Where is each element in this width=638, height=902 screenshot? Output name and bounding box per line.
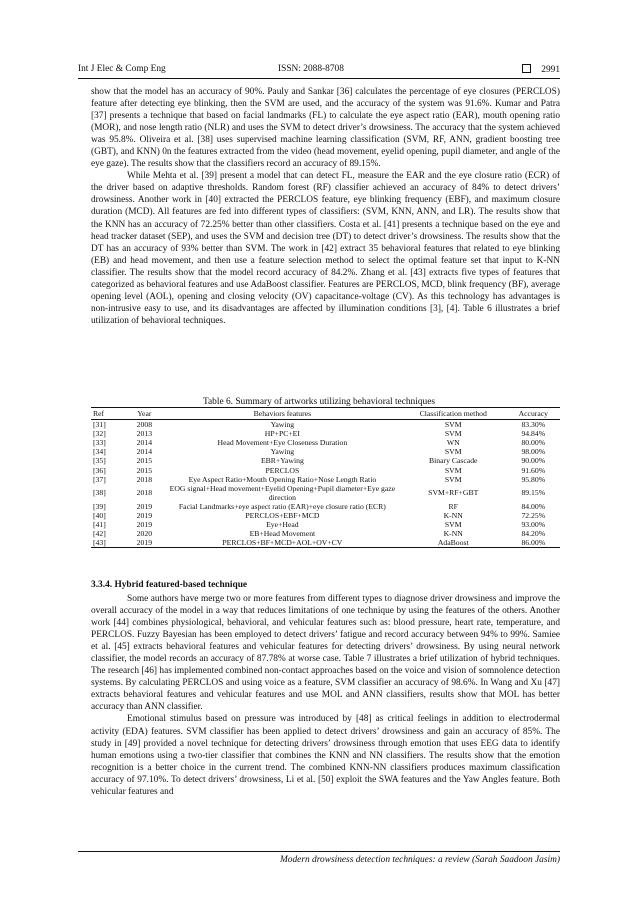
cell-method: SVM [444,465,462,475]
cell-accuracy: 93.00% [521,520,546,530]
cell-method: RF [448,501,458,511]
table-row [91,529,560,538]
cell-year: 2014 [136,438,153,448]
cell-accuracy: 95.80% [521,474,546,484]
paragraph-3: Some authors have merge two or more features from different types to diagnose driver drowsiness and improve the overall accuracy of the model in a way that reduces limitations of one technique by using the features of the others. Another work [44] combines physiological, behavioral, and vehicular features such as: blood pressure, heart rate, temperature, and PERCLOS. Fuzzy Bayesian has been employed to detect drivers’ fatigue and record accuracy between 94% to 99%. Samiee et al. [45] extracts behavioral features and vehicular features for detecting drivers’ drowsiness. By using neural network classifier, the model records an accuracy of 87.78% at worse case. Table 7 illustrates a brief utilization of hybrid techniques. The research [46] has implemented combined non-contact approaches based on the voice and vision of somnolence detection systems. By calculating PERCLOS and using voice as a feature, SVM classifier an accuracy of 98.6%. In Wang and Xu [47] extracts behavioral features and vehicular features and use MOL and ANN classifiers, results show that MOL has better accuracy than ANN classifier. [91,594,560,713]
table-6-caption: Table 6. Summary of artworks utilizing behavioral techniques [202,397,436,407]
table-row [91,438,560,447]
table-row [91,475,560,484]
cell-features: Head Movement+Eye Closeness Duration [217,438,348,448]
cell-features: Yawing [270,447,295,457]
cell-year: 2019 [136,501,153,511]
cell-ref: [39] [93,501,106,511]
cell-accuracy: 84.00% [521,501,546,511]
table-row [91,466,560,475]
cell-features: Eye Aspect Ratio+Mouth Opening Ratio+Nose Length Ratio [188,474,377,484]
cell-year: 2014 [136,447,153,457]
cell-accuracy: 80.00% [521,438,546,448]
cell-year: 2013 [136,429,153,439]
table-row [91,511,560,520]
table-row [91,420,560,430]
cell-year: 2018 [136,488,153,498]
running-footer: Modern drowsiness detection techniques: a review (Sarah Saadoon Jasim) [280,855,560,865]
cell-features: Eye+Head [266,520,299,530]
body-text-upper [91,86,560,327]
paragraph-4: Emotional stimulus based on pressure was introduced by [48] as critical feelings in addition to electrodermal activity (EDA) features. SVM classifier has been applied to detect drivers’ drowsiness and gain an accuracy of 85%. The study in [49] provided a novel technique for detecting drivers’ drowsiness through emotion that uses EEG data to identify human emotions using a two-tier classifier that combines the KNN and NN classifiers. The results show that the emotion recognition is a better choice in the current trend. The combined KNN-NN classifiers produces maximum classification accuracy of 97.10%. To detect drivers’ drowsiness, Li et al. [50] exploit the SWA features and the Yaw Angles feature. Both vehicular features and [91,714,560,797]
cell-ref: [37] [93,474,106,484]
cell-features: PERCLOS+EBF+MCD [245,511,320,521]
paragraph-2: While Mehta et al. [39] present a model that can detect FL, measure the EAR and the eye closure ratio (ECR) of the driver based on adaptive thresholds. Random forest (RF) classifier achieved an accuracy of 84% to detect drivers’ drowsiness. Another work in [40] extracted the PERCLOS feature, eye blinking frequency (EBF), and maximum closure duration (MCD). All features are fed into different types of classifiers: (SVM, KNN, ANN, and LR). The results show that the KNN has an accuracy of 72.25% better than other classifiers. Costa et al. [41] presents a technique based on the eye and head tracker dataset (SEP), and uses the SVM and decision tree (DT) to detect driver’s drowsiness. The results show that the DT has an accuracy of 93% better than SVM. The work in [42] extract 35 behavioral features that related to eye blinking (EB) and head movement, and then use a feature selection method to select the optimal feature set that input to K-NN classifier. The results show that the model record accuracy of 84.2%. Zhang et al. [43] extracts five types of features that categorized as behavioral features and use AdaBoost classifier. Features are PERCLOS, MCD, blink frequency (BF), average opening level (AOL), opening and closing velocity (OV) capacitance-voltage (CV). As this technology has advantages is non-intrusive easy to use, and its disadvantages are affected by illumination conditions [3], [4]. Table 6 illustrates a brief utilization of behavioral techniques. [91,171,560,326]
cell-features: Facial Landmarks+eye aspect ratio (EAR)+eye closure ratio (ECR) [178,501,386,511]
cell-accuracy: 91.60% [521,465,546,475]
table-row [91,502,560,511]
table-6 [91,407,560,548]
col-header-accuracy: Accuracy [507,408,560,420]
cell-accuracy: 89.15% [521,488,546,498]
page-number [522,64,560,75]
cell-ref: [42] [93,529,106,539]
cell-year: 2019 [124,538,165,548]
table-row [91,538,560,548]
cell-method: Binary Cascade [429,456,478,466]
cell-accuracy: 94.84% [521,429,546,439]
cell-method: K-NN [443,529,463,539]
cell-ref: [36] [93,465,106,475]
cell-method: K-NN [443,511,463,521]
table-row [91,429,560,438]
cell-ref: [32] [93,429,106,439]
page-number-value: 2991 [541,65,560,75]
cell-method: SVM+RF+GBT [428,488,479,498]
cell-method: SVM [444,474,462,484]
header-rule [78,78,560,79]
cell-ref: [43] [91,538,124,548]
col-header-method: Classification method [400,408,507,420]
footer-rule [78,851,560,852]
cell-ref: [31] [93,420,106,430]
cell-year: 2019 [136,520,153,530]
cell-features: PERCLOS+BF+MCD+AOL+OV+CV [165,538,400,548]
cell-ref: [35] [93,456,106,466]
cell-accuracy: 84.20% [521,529,546,539]
table-header-row [91,408,560,420]
table-row [91,484,560,502]
cell-year: 2015 [136,465,153,475]
cell-features: EOG signal+Head movement+Eyelid Opening+Pupil diameter+Eye gaze direction [169,483,396,502]
col-header-year: Year [124,408,165,420]
cell-method: SVM [444,447,462,457]
cell-method: SVM [444,429,462,439]
cell-features: Yawing [270,420,295,430]
cell-method: AdaBoost [400,538,507,548]
checkbox-square-icon [522,64,531,73]
cell-features: PERCLOS [265,465,300,475]
cell-year: 2008 [136,420,153,430]
cell-features: EB+Head Movement [249,529,316,539]
col-header-features: Behaviors features [165,408,400,420]
cell-accuracy: 98.00% [521,447,546,457]
running-header [78,64,560,78]
section-heading-3-3-4: 3.3.4. Hybrid featured-based technique [91,580,248,590]
cell-year: 2018 [136,474,153,484]
table-row [91,520,560,529]
body-text-lower [91,593,560,798]
cell-ref: [40] [93,511,106,521]
cell-accuracy: 83.30% [521,420,546,430]
table-row [91,447,560,456]
cell-method: SVM [444,420,462,430]
cell-year: 2020 [136,529,153,539]
cell-accuracy: 90.00% [521,456,546,466]
table-row [91,456,560,465]
cell-features: HP+PC+EI [264,429,300,439]
table-body [91,420,560,548]
cell-accuracy: 86.00% [507,538,560,548]
cell-method: WN [446,438,460,448]
journal-name: Int J Elec & Comp Eng [78,64,166,74]
paragraph-1: show that the model has an accuracy of 90%. Pauly and Sankar [36] calculates the percentage of eye closures (PERCLOS) feature after detecting eye blinking, then the SVM are used, and the accuracy of the system was 91.6%. Kumar and Patra [37] presents a technique that based on facial landmarks (FL) to calculate the eye aspect ratio (EAR), mouth opening ratio (MOR), and nose length ratio (NLR) and uses the SVM to detect driver’s drowsiness. The accuracy that the system achieved was 95.8%. Oliveira et al. [38] uses supervised machine learning classification (SVM, RF, ANN, gradient boosting tree (GBT), and KNN) 0n the features extracted from the video (head movement, eyelid opening, pupil diameter, and angle of the eye gaze). The results show that the classifiers record an accuracy of 89.15%. [91,87,560,170]
issn: ISSN: 2088-8708 [278,64,344,74]
cell-ref: [34] [93,447,106,457]
cell-method: SVM [444,520,462,530]
cell-year: 2019 [136,511,153,521]
cell-ref: [33] [93,438,106,448]
cell-year: 2015 [136,456,153,466]
cell-ref: [41] [93,520,106,530]
cell-features: EBR+Yawing [260,456,304,466]
col-header-ref: Ref [91,408,124,420]
cell-ref: [38] [93,488,106,498]
cell-accuracy: 72.25% [521,511,546,521]
